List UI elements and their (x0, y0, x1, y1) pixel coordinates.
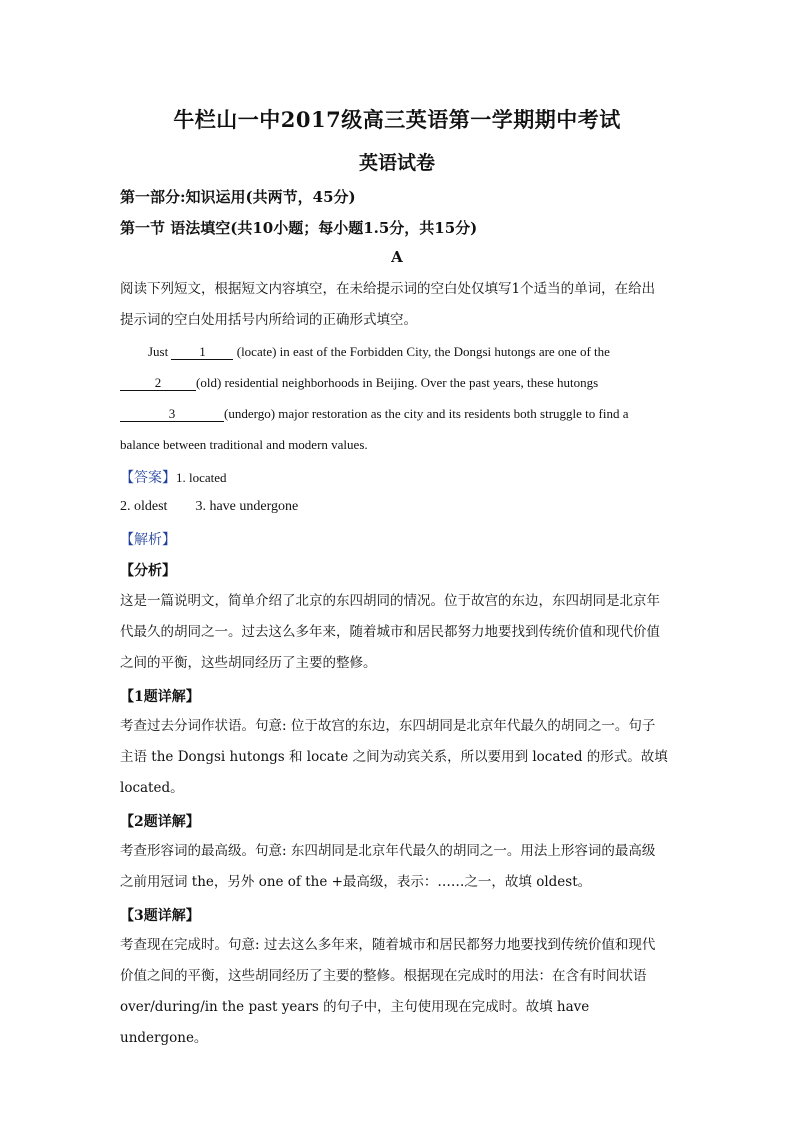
page-subtitle: 英语试卷 (358, 152, 435, 174)
answer-3: 3. have undergone (195, 499, 299, 514)
q1-text: 考查过去分词作状语。句意: 位于故宫的东边，东四胡同是北京年代最久的胡同之一。句子 主语 the Dongsi hutongs 和 locate 之间为动宾关系，所以要用到 located 的形式。故填 located。 (120, 718, 668, 796)
part-heading: 第一部分:知识运用(共两节，45分) (120, 188, 356, 206)
passage-line-3: 3 (undergo) major restoration as the city and its residents both struggle to find a (120, 406, 628, 422)
instructions (120, 274, 676, 336)
passage-line-2: 2 (old) residential neighborhoods in Beijing. Over the past years, these hutongs (120, 375, 598, 391)
instruction-line: 提示词的空白处用括号内所给词的正确形式填空。 (120, 312, 417, 328)
q3-label: 【3题详解】 (120, 908, 200, 924)
passage-line-1: Just 1 (locate) in east of the Forbidden City, the Dongsi hutongs are one of the (148, 344, 610, 359)
q2-text: 考查形容词的最高级。句意: 东四胡同是北京年代最久的胡同之一。用法上形容词的最高级 之前用冠词 the，另外 one of the +最高级，表示：……之一，故填 oldest。 (120, 843, 656, 890)
blank-2[interactable]: 2 (120, 376, 196, 391)
answer-2: 2. oldest (120, 499, 168, 514)
blank-3[interactable]: 3 (120, 407, 224, 422)
section-letter: A (391, 248, 403, 266)
analysis-label: 【解析】 (120, 532, 176, 548)
q3-text: 考查现在完成时。句意: 过去这么多年来，随着城市和居民都努力地要找到传统价值和现代 价值之间的平衡，这些胡同经历了主要的整修。根据现在完成时的用法：在含有时间状语 over/during/in the past years 的句子中，主句使用现在完成时。故填 have undergone。 (120, 937, 656, 1046)
instruction-line: 阅读下列短文，根据短文内容填空，在未给提示词的空白处仅填写1个适当的单词，在给出 (120, 281, 656, 297)
page-title: 牛栏山一中2017级高三英语第一学期期中考试 (173, 107, 621, 132)
answer-row (120, 467, 227, 487)
fenxi-label: 【分析】 (120, 563, 176, 579)
q2-label: 【2题详解】 (120, 814, 200, 830)
section-heading: 第一节 语法填空(共10小题；每小题1.5分，共15分) (120, 219, 478, 237)
fenxi-text: 这是一篇说明文，简单介绍了北京的东四胡同的情况。位于故宫的东边，东四胡同是北京年 代最久的胡同之一。过去这么多年来，随着城市和居民都努力地要找到传统价值和现代价值 之间的平衡，这些胡同经历了主要的整修。 (120, 593, 660, 671)
q1-label: 【1题详解】 (120, 689, 200, 705)
answer-label: 【答案】 (120, 470, 176, 486)
blank-1[interactable]: 1 (171, 345, 233, 360)
answer-1: 1. located (176, 470, 227, 485)
passage-line-4: balance between traditional and modern values. (120, 437, 368, 452)
answer-row-2 (120, 499, 298, 515)
